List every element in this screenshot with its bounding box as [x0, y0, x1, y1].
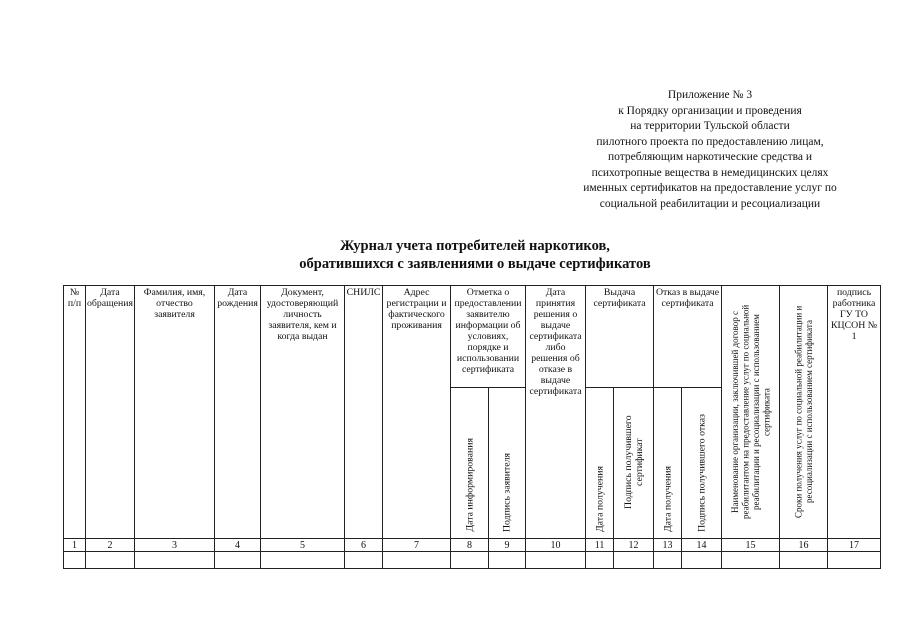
appendix-line: Приложение № 3: [667, 89, 753, 101]
column-number: 16: [780, 539, 828, 552]
empty-cell: [489, 552, 526, 569]
header-refusal-date: Дата получения: [654, 388, 682, 539]
header-service-terms: Сроки получения услуг по социальной реабилитации и ресоциализации с использованием сертификата: [780, 286, 828, 539]
empty-entry-row: [64, 552, 881, 569]
header-refusal-signature: Подпись получившего отказ: [682, 388, 722, 539]
appendix-line: пилотного проекта по предоставлению лицам,: [596, 135, 824, 148]
empty-cell: [526, 552, 586, 569]
header-issue-signature: Подпись получившего сертификат: [614, 388, 654, 539]
document-title: [240, 237, 710, 273]
header-applicant-signature: Подпись заявителя: [489, 388, 526, 539]
header-full-name: Фамилия, имя, отчество заявителя: [135, 286, 215, 539]
header-birth-date: Дата рождения: [215, 286, 261, 539]
appendix-line: к Порядку организации и проведения: [618, 104, 802, 117]
column-number: 7: [383, 539, 451, 552]
header-info-mark: Отметка о предоставлении заявителю информации об условиях, порядке и использовании сертификата: [451, 286, 526, 388]
empty-cell: [451, 552, 489, 569]
title-line-2: обратившихся с заявлениями о выдаче сертификатов: [299, 256, 651, 272]
column-number: 11: [586, 539, 614, 552]
header-snils: СНИЛС: [345, 286, 383, 539]
column-numbers-row: [64, 539, 881, 552]
column-number: 6: [345, 539, 383, 552]
column-number: 4: [215, 539, 261, 552]
empty-cell: [86, 552, 135, 569]
appendix-line: на территории Тульской области: [630, 120, 790, 132]
header-employee-signature: подпись работника ГУ ТО КЦСОН № 1: [828, 286, 881, 539]
empty-cell: [135, 552, 215, 569]
column-number: 14: [682, 539, 722, 552]
appendix-line: именных сертификатов на предоставление услуг по: [583, 182, 837, 194]
title-line-1: Журнал учета потребителей наркотиков,: [340, 238, 610, 254]
column-number: 8: [451, 539, 489, 552]
column-number: 5: [261, 539, 345, 552]
empty-cell: [64, 552, 86, 569]
column-number: 3: [135, 539, 215, 552]
header-info-date: Дата информирования: [451, 388, 489, 539]
appendix-line: потребляющим наркотические средства и: [607, 151, 813, 163]
column-number: 10: [526, 539, 586, 552]
column-number: 17: [828, 539, 881, 552]
header-certificate-issue: Выдача сертификата: [586, 286, 654, 388]
journal-table: [63, 285, 881, 569]
header-decision-date: Дата принятия решения о выдаче сертификата либо решения об отказе в выдаче сертификата: [526, 286, 586, 539]
empty-cell: [345, 552, 383, 569]
empty-cell: [383, 552, 451, 569]
header-number: № п/п: [64, 286, 86, 539]
header-certificate-refusal: Отказ в выдаче сертификата: [654, 286, 722, 388]
empty-cell: [780, 552, 828, 569]
header-identity-document: Документ, удостоверяющий личность заявителя, кем и когда выдан: [261, 286, 345, 539]
empty-cell: [261, 552, 345, 569]
header-issue-date: Дата получения: [586, 388, 614, 539]
column-number: 12: [614, 539, 654, 552]
empty-cell: [722, 552, 780, 569]
empty-cell: [215, 552, 261, 569]
empty-cell: [828, 552, 881, 569]
appendix-line: психотропные вещества в немедицинских целях: [591, 166, 829, 179]
header-address: Адрес регистрации и фактического проживания: [383, 286, 451, 539]
appendix-line: социальной реабилитации и ресоциализации: [599, 197, 821, 210]
empty-cell: [586, 552, 614, 569]
column-number: 2: [86, 539, 135, 552]
appendix-header: [520, 88, 900, 212]
empty-cell: [614, 552, 654, 569]
column-number: 13: [654, 539, 682, 552]
empty-cell: [682, 552, 722, 569]
column-number: 9: [489, 539, 526, 552]
header-organization: Наименование организации, заключившей договор с реабилитантом на предоставление услуг по социальной реабилитации и ресоциализации с использованием сертификата: [722, 286, 780, 539]
empty-cell: [654, 552, 682, 569]
column-number: 15: [722, 539, 780, 552]
header-appeal-date: Дата обращения: [86, 286, 135, 539]
column-number: 1: [64, 539, 86, 552]
